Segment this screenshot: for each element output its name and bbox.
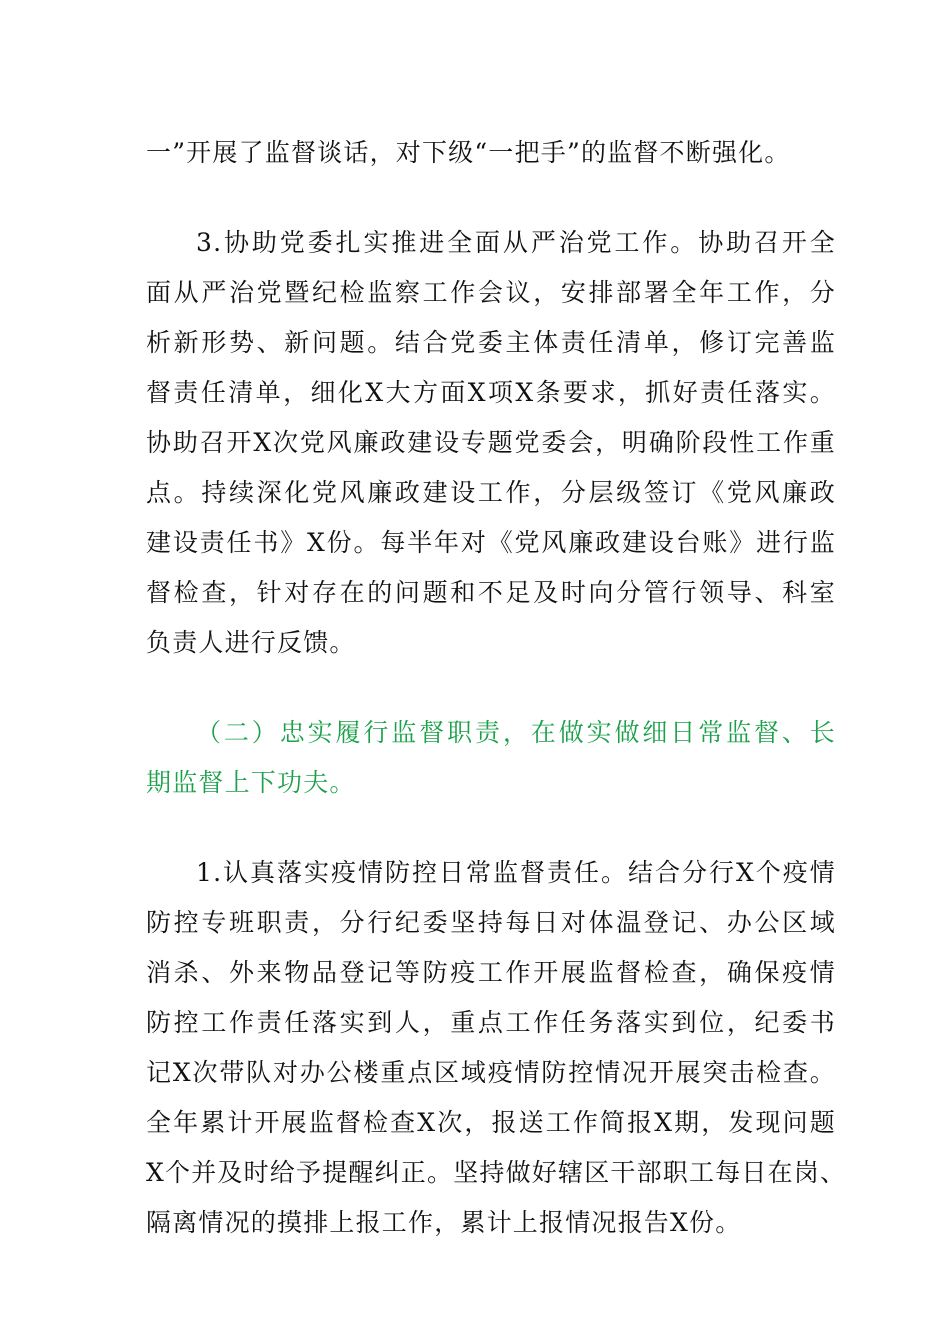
paragraph-3-line-4: 防控工作责任落实到人，重点工作任务落实到位，纪委书	[146, 1008, 836, 1037]
paragraph-3-line-2: 防控专班职责，分行纪委坚持每日对体温登记、办公区域	[146, 908, 836, 937]
paragraph-3-line-3: 消杀、外来物品登记等防疫工作开展监督检查，确保疫情	[146, 958, 836, 987]
paragraph-2-line-8: 督检查，针对存在的问题和不足及时向分管行领导、科室	[146, 578, 836, 607]
paragraph-2-line-7: 建设责任书》X份。每半年对《党风廉政建设台账》进行监	[146, 528, 836, 557]
paragraph-3-line-7: X个并及时给予提醒纠正。坚持做好辖区干部职工每日在岗、	[146, 1158, 847, 1187]
paragraph-1-line-1: 一”开展了监督谈话，对下级“一把手”的监督不断强化。	[146, 138, 791, 167]
paragraph-2-line-9: 负责人进行反馈。	[146, 628, 356, 657]
paragraph-2-line-3: 析新形势、新问题。结合党委主体责任清单，修订完善监	[146, 328, 836, 357]
paragraph-2-line-1: 3.协助党委扎实推进全面从严治党工作。协助召开全	[196, 228, 836, 257]
paragraph-3-line-1: 1.认真落实疫情防控日常监督责任。结合分行X个疫情	[196, 858, 836, 887]
paragraph-3-line-5: 记X次带队对办公楼重点区域疫情防控情况开展突击检查。	[146, 1058, 836, 1087]
paragraph-2-line-6: 点。持续深化党风廉政建设工作，分层级签订《党风廉政	[146, 478, 836, 507]
paragraph-3-line-6: 全年累计开展监督检查X次，报送工作简报X期，发现问题	[146, 1108, 836, 1137]
paragraph-2-line-4: 督责任清单，细化X大方面X项X条要求，抓好责任落实。	[146, 378, 836, 407]
paragraph-3-line-8: 隔离情况的摸排上报工作，累计上报情况报告X份。	[146, 1208, 742, 1237]
section-heading-line-1: （二）忠实履行监督职责，在做实做细日常监督、长	[196, 718, 836, 747]
section-heading-line-2: 期监督上下功夫。	[146, 768, 356, 797]
paragraph-2-line-5: 协助召开X次党风廉政建设专题党委会，明确阶段性工作重	[146, 428, 836, 457]
paragraph-2-line-2: 面从严治党暨纪检监察工作会议，安排部署全年工作，分	[146, 278, 836, 307]
